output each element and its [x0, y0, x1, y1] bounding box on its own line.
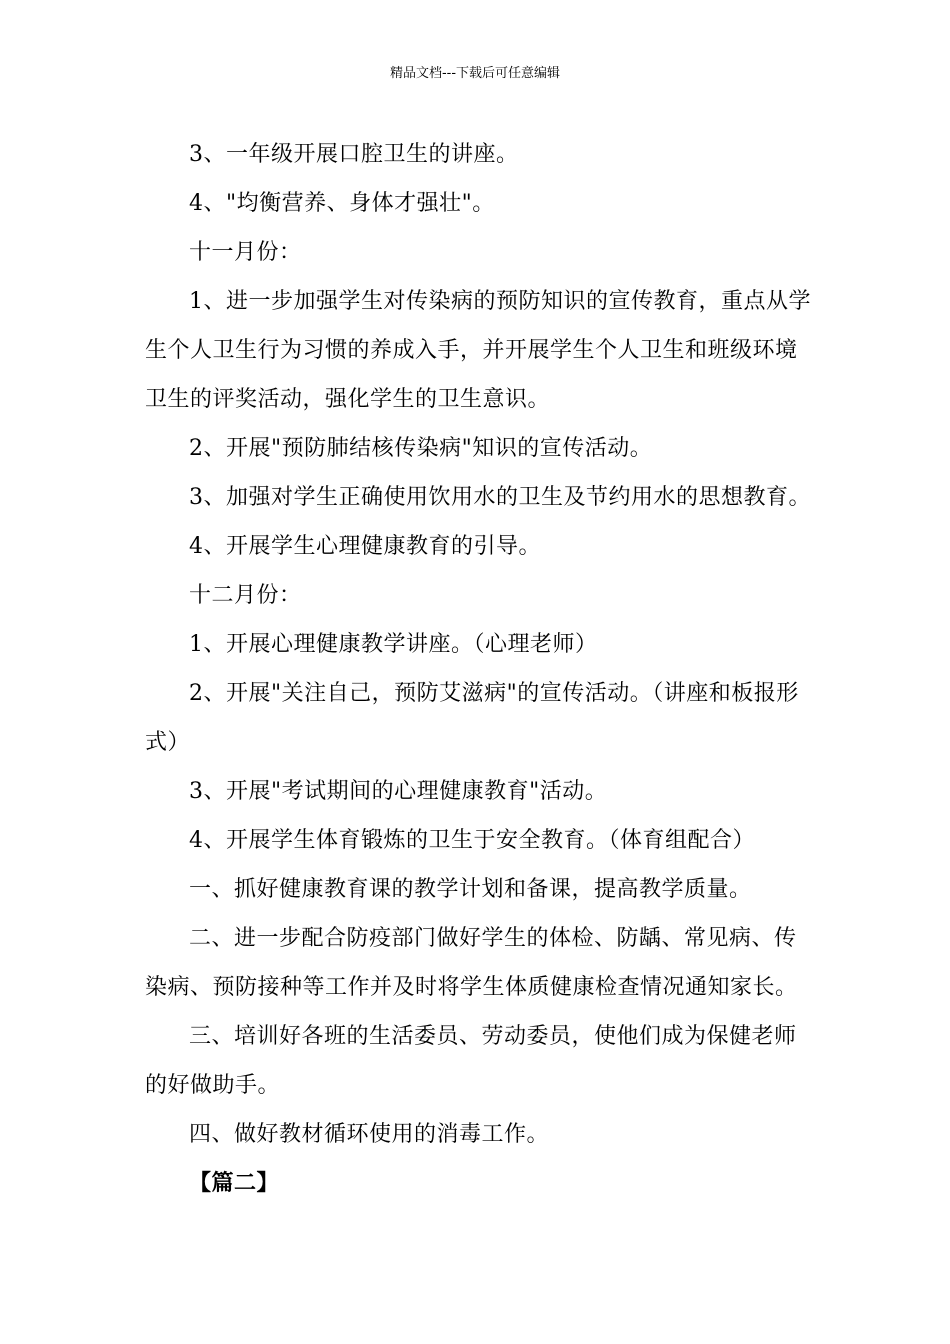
paragraph: 二、进一步配合防疫部门做好学生的体检、防龋、常见病、传染病、预防接种等工作并及时将学生体质健康检查情况通知家长。	[145, 926, 798, 1000]
section-heading: 【篇二】	[189, 1170, 280, 1196]
paragraph: 四、做好教材循环使用的消毒工作。	[189, 1122, 550, 1147]
paragraph: 3、加强对学生正确使用饮用水的卫生及节约用水的思想教育。	[189, 485, 811, 510]
paragraph: 2、开展"关注自己，预防艾滋病"的宣传活动。（讲座和板报形式）	[145, 681, 799, 755]
paragraph: 一、抓好健康教育课的教学计划和备课，提高教学质量。	[189, 877, 752, 902]
paragraph: 三、培训好各班的生活委员、劳动委员，使他们成为保健老师的好做助手。	[145, 1024, 797, 1098]
page-header: 精品文档---下载后可任意编辑	[389, 66, 561, 81]
month-heading: 十二月份：	[189, 583, 302, 608]
paragraph: 1、开展心理健康教学讲座。（心理老师）	[189, 632, 598, 657]
month-heading: 十一月份：	[189, 240, 302, 265]
paragraph: 2、开展"预防肺结核传染病"知识的宣传活动。	[189, 436, 653, 461]
paragraph: 3、开展"考试期间的心理健康教育"活动。	[189, 779, 608, 804]
document-body	[145, 130, 811, 1208]
paragraph: 1、进一步加强学生对传染病的预防知识的宣传教育，重点从学生个人卫生行为习惯的养成入手，并开展学生个人卫生和班级环境卫生的评奖活动，强化学生的卫生意识。	[145, 289, 811, 412]
paragraph: 4、开展学生心理健康教育的引导。	[189, 534, 541, 559]
paragraph: 3、一年级开展口腔卫生的讲座。	[189, 142, 519, 167]
paragraph: 4、"均衡营养、身体才强壮"。	[189, 191, 495, 216]
paragraph: 4、开展学生体育锻炼的卫生于安全教育。（体育组配合）	[189, 828, 755, 853]
